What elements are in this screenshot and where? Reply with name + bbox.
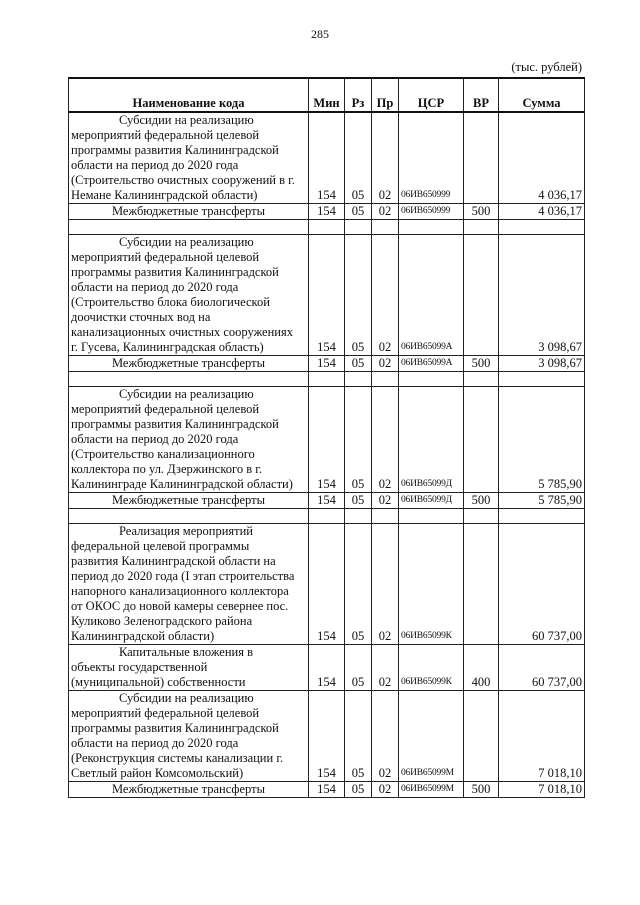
row-sum: 3 098,67 [499, 356, 585, 372]
table-row [69, 645, 585, 691]
spacer-row [69, 372, 585, 387]
row-name-line: программы развития Калининградской [71, 721, 279, 735]
header-sum: Сумма [499, 78, 585, 112]
row-rz: 05 [345, 112, 372, 204]
table-row [69, 524, 585, 645]
header-pr: Пр [372, 78, 399, 112]
spacer-cell [69, 220, 309, 235]
spacer-cell [464, 372, 499, 387]
row-name-line: программы развития Калининградской [71, 417, 279, 431]
row-pr: 02 [372, 524, 399, 645]
row-name [69, 235, 309, 356]
spacer-cell [372, 509, 399, 524]
spacer-cell [345, 220, 372, 235]
row-vr: 500 [464, 356, 499, 372]
table-row [69, 112, 585, 204]
row-pr: 02 [372, 204, 399, 220]
row-name [69, 691, 309, 782]
row-min: 154 [309, 524, 345, 645]
row-vr: 500 [464, 493, 499, 509]
table-row [69, 235, 585, 356]
row-name-line: (Строительство блока биологической [71, 295, 270, 309]
row-name [69, 387, 309, 493]
row-name-line: объекты государственной [71, 660, 208, 674]
row-sum: 3 098,67 [499, 235, 585, 356]
row-name-line: Капитальные вложения в [119, 645, 253, 659]
spacer-cell [372, 372, 399, 387]
row-name-line: Немане Калининградской области) [71, 188, 258, 202]
row-name-line: развития Калининградской области на [71, 554, 276, 568]
row-name-line: программы развития Калининградской [71, 265, 279, 279]
row-name-line: напорного канализационного коллектора [71, 584, 289, 598]
row-csr: 06ИВ65099А [399, 235, 464, 356]
row-rz: 05 [345, 691, 372, 782]
row-sum: 7 018,10 [499, 691, 585, 782]
row-name-line: области на период до 2020 года [71, 280, 239, 294]
row-name-line: Субсидии на реализацию [119, 113, 254, 127]
row-sum: 4 036,17 [499, 112, 585, 204]
spacer-cell [399, 509, 464, 524]
row-pr: 02 [372, 112, 399, 204]
row-name [69, 524, 309, 645]
header-min: Мин [309, 78, 345, 112]
header-csr: ЦСР [399, 78, 464, 112]
row-name-line: Калининградской области) [71, 629, 215, 643]
row-name-line: области на период до 2020 года [71, 736, 239, 750]
row-min: 154 [309, 387, 345, 493]
spacer-cell [345, 372, 372, 387]
row-name-line: период до 2020 года (I этап строительства [71, 569, 295, 583]
row-name-line: мероприятий федеральной целевой [71, 706, 260, 720]
row-csr: 06ИВ65099А [399, 356, 464, 372]
row-vr [464, 387, 499, 493]
row-name-line: доочистки сточных вод на [71, 310, 211, 324]
row-name-line: Субсидии на реализацию [119, 387, 254, 401]
row-csr: 06ИВ65099Д [399, 493, 464, 509]
row-name-line: Субсидии на реализацию [119, 691, 254, 705]
row-rz: 05 [345, 235, 372, 356]
table-body [69, 112, 585, 798]
spacer-cell [464, 509, 499, 524]
row-name-line: (муниципальной) собственности [71, 675, 246, 689]
row-name-line: мероприятий федеральной целевой [71, 250, 260, 264]
row-vr [464, 235, 499, 356]
spacer-cell [69, 372, 309, 387]
row-name-line: Светлый район Комсомольский) [71, 766, 244, 780]
row-csr: 06ИВ65099М [399, 691, 464, 782]
row-name-line: Субсидии на реализацию [119, 235, 254, 249]
spacer-row [69, 509, 585, 524]
row-vr [464, 691, 499, 782]
spacer-cell [309, 372, 345, 387]
row-name-line: г. Гусева, Калининградская область) [71, 340, 264, 354]
row-csr: 06ИВ650999 [399, 112, 464, 204]
row-name-line: области на период до 2020 года [71, 158, 239, 172]
header-name: Наименование кода [69, 78, 309, 112]
row-min: 154 [309, 782, 345, 798]
spacer-cell [345, 509, 372, 524]
row-name-line: (Строительство канализационного [71, 447, 255, 461]
row-name-line: программы развития Калининградской [71, 143, 279, 157]
units-note: (тыс. рублей) [511, 60, 582, 74]
row-vr: 400 [464, 645, 499, 691]
row-pr: 02 [372, 356, 399, 372]
row-sum: 5 785,90 [499, 387, 585, 493]
row-name [69, 645, 309, 691]
row-csr: 06ИВ65099К [399, 524, 464, 645]
table-row [69, 387, 585, 493]
row-vr: 500 [464, 782, 499, 798]
spacer-row [69, 220, 585, 235]
row-pr: 02 [372, 493, 399, 509]
row-name-line: от ОКОС до новой камеры севернее пос. [71, 599, 289, 613]
row-csr: 06ИВ65099К [399, 645, 464, 691]
row-pr: 02 [372, 782, 399, 798]
row-name: Межбюджетные трансферты [69, 356, 309, 372]
row-rz: 05 [345, 493, 372, 509]
row-name-line: Куликово Зеленоградского района [71, 614, 253, 628]
row-name-line: (Строительство очистных сооружений в г. [71, 173, 295, 187]
table-row [69, 691, 585, 782]
row-csr: 06ИВ65099М [399, 782, 464, 798]
spacer-cell [499, 372, 585, 387]
row-sum: 7 018,10 [499, 782, 585, 798]
row-min: 154 [309, 691, 345, 782]
row-pr: 02 [372, 691, 399, 782]
row-rz: 05 [345, 645, 372, 691]
spacer-cell [69, 509, 309, 524]
row-name-line: федеральной целевой программы [71, 539, 250, 553]
row-rz: 05 [345, 356, 372, 372]
row-vr [464, 524, 499, 645]
table-row [69, 204, 585, 220]
row-name-line: (Реконструкция системы канализации г. [71, 751, 284, 765]
row-name: Межбюджетные трансферты [69, 204, 309, 220]
row-name-line: Калининграде Калининградской области) [71, 477, 293, 491]
row-min: 154 [309, 112, 345, 204]
spacer-cell [309, 220, 345, 235]
page-number: 285 [311, 27, 329, 41]
row-sum: 60 737,00 [499, 524, 585, 645]
row-name-line: Реализация мероприятий [119, 524, 253, 538]
row-name-line: коллектора по ул. Дзержинского в г. [71, 462, 263, 476]
row-vr: 500 [464, 204, 499, 220]
row-sum: 5 785,90 [499, 493, 585, 509]
row-sum: 4 036,17 [499, 204, 585, 220]
row-csr: 06ИВ65099Д [399, 387, 464, 493]
row-rz: 05 [345, 387, 372, 493]
row-rz: 05 [345, 524, 372, 645]
table-row [69, 493, 585, 509]
row-rz: 05 [345, 782, 372, 798]
spacer-cell [399, 220, 464, 235]
row-pr: 02 [372, 235, 399, 356]
spacer-cell [464, 220, 499, 235]
row-min: 154 [309, 356, 345, 372]
row-name: Межбюджетные трансферты [69, 493, 309, 509]
row-min: 154 [309, 645, 345, 691]
table-row [69, 782, 585, 798]
row-name-line: мероприятий федеральной целевой [71, 128, 260, 142]
row-pr: 02 [372, 387, 399, 493]
row-sum: 60 737,00 [499, 645, 585, 691]
row-rz: 05 [345, 204, 372, 220]
row-min: 154 [309, 235, 345, 356]
row-csr: 06ИВ650999 [399, 204, 464, 220]
row-name-line: канализационных очистных сооружениях [71, 325, 293, 339]
spacer-cell [309, 509, 345, 524]
table-row [69, 356, 585, 372]
spacer-cell [499, 220, 585, 235]
row-min: 154 [309, 493, 345, 509]
header-rz: Рз [345, 78, 372, 112]
spacer-cell [372, 220, 399, 235]
header-vr: ВР [464, 78, 499, 112]
spacer-cell [399, 372, 464, 387]
budget-table [68, 77, 585, 798]
row-vr [464, 112, 499, 204]
row-pr: 02 [372, 645, 399, 691]
spacer-cell [499, 509, 585, 524]
row-name [69, 112, 309, 204]
row-name: Межбюджетные трансферты [69, 782, 309, 798]
row-name-line: области на период до 2020 года [71, 432, 239, 446]
row-name-line: мероприятий федеральной целевой [71, 402, 260, 416]
row-min: 154 [309, 204, 345, 220]
table-header-row [69, 78, 585, 112]
